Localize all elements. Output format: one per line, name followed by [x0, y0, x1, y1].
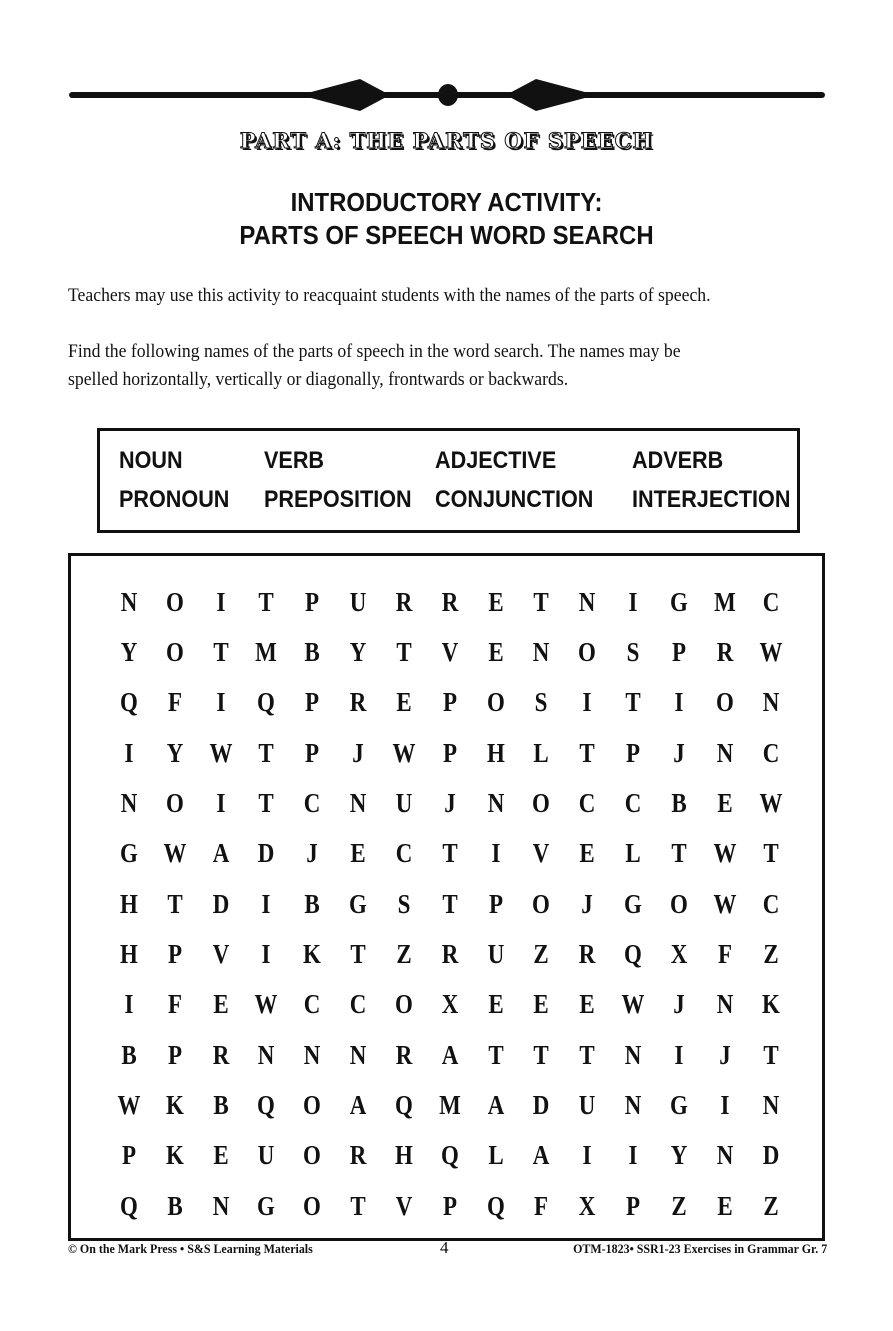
- grid-cell[interactable]: B: [167, 1191, 183, 1221]
- grid-cell[interactable]: K: [166, 1140, 184, 1170]
- grid-cell[interactable]: N: [349, 1040, 367, 1070]
- grid-cell[interactable]: O: [166, 788, 184, 818]
- grid-cell[interactable]: T: [167, 889, 183, 919]
- directions: [68, 338, 775, 394]
- grid-cell[interactable]: K: [762, 989, 780, 1019]
- grid-cell[interactable]: I: [216, 687, 226, 717]
- grid-cell[interactable]: B: [671, 788, 687, 818]
- grid-cell[interactable]: E: [350, 838, 366, 868]
- grid-cell[interactable]: X: [578, 1191, 596, 1221]
- grid-cell[interactable]: T: [579, 1040, 595, 1070]
- grid-cell[interactable]: N: [120, 587, 138, 617]
- grid-cell[interactable]: W: [621, 989, 645, 1019]
- grid-cell[interactable]: T: [763, 1040, 779, 1070]
- grid-cell[interactable]: Q: [624, 939, 642, 969]
- grid-cell[interactable]: V: [212, 939, 230, 969]
- grid-cell[interactable]: S: [397, 889, 411, 919]
- grid-cell[interactable]: G: [349, 889, 367, 919]
- grid-cell[interactable]: N: [716, 738, 734, 768]
- grid-cell[interactable]: E: [579, 989, 595, 1019]
- grid-cell[interactable]: P: [304, 587, 320, 617]
- grid-cell[interactable]: D: [212, 889, 230, 919]
- grid-cell[interactable]: O: [578, 637, 596, 667]
- grid-cell[interactable]: N: [120, 788, 138, 818]
- grid-cell[interactable]: I: [261, 939, 271, 969]
- grid-cell[interactable]: Q: [120, 1191, 138, 1221]
- grid-cell[interactable]: R: [395, 1040, 413, 1070]
- grid-cell[interactable]: O: [487, 687, 505, 717]
- grid-cell[interactable]: I: [582, 687, 592, 717]
- grid-cell[interactable]: N: [716, 1140, 734, 1170]
- word-adjective: ADJECTIVE: [435, 447, 557, 474]
- grid-row: [71, 788, 822, 828]
- grid-cell[interactable]: E: [396, 687, 412, 717]
- grid-cell[interactable]: P: [304, 738, 320, 768]
- grid-cell[interactable]: P: [625, 738, 641, 768]
- grid-cell[interactable]: R: [395, 587, 413, 617]
- grid-cell[interactable]: E: [213, 989, 229, 1019]
- grid-cell[interactable]: C: [762, 587, 780, 617]
- grid-cell[interactable]: H: [487, 738, 505, 768]
- section-heading: PART A: THE PARTS OF SPEECH: [239, 128, 654, 153]
- grid-row: [71, 587, 822, 627]
- grid-cell[interactable]: D: [762, 1140, 780, 1170]
- grid-cell[interactable]: N: [212, 1191, 230, 1221]
- grid-cell[interactable]: W: [759, 637, 783, 667]
- grid-cell[interactable]: P: [304, 687, 320, 717]
- grid-cell[interactable]: J: [719, 1040, 731, 1070]
- grid-cell[interactable]: L: [625, 838, 641, 868]
- grid-cell[interactable]: O: [670, 889, 688, 919]
- grid-cell[interactable]: I: [216, 788, 226, 818]
- word-noun: NOUN: [119, 447, 183, 474]
- grid-cell[interactable]: Q: [257, 687, 275, 717]
- grid-cell[interactable]: I: [628, 1140, 638, 1170]
- grid-cell[interactable]: Z: [671, 1191, 687, 1221]
- grid-cell[interactable]: N: [578, 587, 596, 617]
- grid-cell[interactable]: K: [166, 1090, 184, 1120]
- word-verb: VERB: [264, 447, 325, 474]
- grid-cell[interactable]: V: [441, 637, 459, 667]
- grid-cell[interactable]: U: [487, 939, 505, 969]
- grid-cell[interactable]: I: [582, 1140, 592, 1170]
- grid-cell[interactable]: R: [441, 587, 459, 617]
- grid-cell[interactable]: Y: [349, 637, 367, 667]
- grid-cell[interactable]: C: [762, 738, 780, 768]
- grid-cell[interactable]: J: [444, 788, 456, 818]
- grid-cell[interactable]: G: [257, 1191, 275, 1221]
- page-number: 4: [440, 1238, 449, 1257]
- grid-cell[interactable]: N: [624, 1040, 642, 1070]
- grid-cell[interactable]: R: [441, 939, 459, 969]
- grid-cell[interactable]: C: [303, 989, 321, 1019]
- grid-cell[interactable]: B: [304, 637, 320, 667]
- grid-cell[interactable]: A: [441, 1040, 459, 1070]
- grid-cell[interactable]: T: [350, 939, 366, 969]
- grid-cell[interactable]: L: [488, 1140, 504, 1170]
- grid-cell[interactable]: W: [163, 838, 187, 868]
- grid-cell[interactable]: P: [442, 1191, 458, 1221]
- grid-row: [71, 1191, 822, 1231]
- grid-cell[interactable]: Q: [395, 1090, 413, 1120]
- grid-row: [71, 889, 822, 929]
- grid-cell[interactable]: M: [255, 637, 277, 667]
- grid-cell[interactable]: N: [532, 637, 550, 667]
- grid-cell[interactable]: Z: [763, 1191, 779, 1221]
- grid-cell[interactable]: Y: [120, 637, 138, 667]
- grid-cell[interactable]: T: [213, 637, 229, 667]
- grid-cell[interactable]: B: [304, 889, 320, 919]
- grid-cell[interactable]: I: [674, 687, 684, 717]
- grid-cell[interactable]: F: [167, 687, 183, 717]
- grid-cell[interactable]: J: [673, 989, 685, 1019]
- grid-cell[interactable]: T: [579, 738, 595, 768]
- grid-cell[interactable]: P: [121, 1140, 137, 1170]
- grid-cell[interactable]: F: [167, 989, 183, 1019]
- grid-cell[interactable]: N: [762, 1090, 780, 1120]
- grid-cell[interactable]: P: [442, 738, 458, 768]
- grid-row: [71, 738, 822, 778]
- grid-cell[interactable]: O: [166, 637, 184, 667]
- grid-cell[interactable]: W: [117, 1090, 141, 1120]
- grid-cell[interactable]: E: [213, 1140, 229, 1170]
- grid-cell[interactable]: U: [349, 587, 367, 617]
- grid-cell[interactable]: A: [212, 838, 230, 868]
- grid-cell[interactable]: I: [628, 587, 638, 617]
- grid-cell[interactable]: I: [261, 889, 271, 919]
- grid-cell[interactable]: N: [303, 1040, 321, 1070]
- grid-cell[interactable]: F: [717, 939, 733, 969]
- grid-row: [71, 989, 822, 1029]
- footer-product-code: OTM-1823• SSR1-23 Exercises in Grammar Gr. 7: [572, 1241, 827, 1256]
- grid-cell[interactable]: R: [212, 1040, 230, 1070]
- grid-cell[interactable]: A: [532, 1140, 550, 1170]
- grid-cell[interactable]: V: [532, 838, 550, 868]
- grid-cell[interactable]: O: [716, 687, 734, 717]
- grid-cell[interactable]: G: [624, 889, 642, 919]
- grid-row: [71, 939, 822, 979]
- grid-cell[interactable]: X: [441, 989, 459, 1019]
- grid-cell[interactable]: R: [349, 687, 367, 717]
- grid-cell[interactable]: D: [257, 838, 275, 868]
- grid-cell[interactable]: O: [303, 1090, 321, 1120]
- grid-cell[interactable]: B: [121, 1040, 137, 1070]
- word-list-box: [97, 428, 800, 533]
- grid-cell[interactable]: W: [713, 838, 737, 868]
- grid-cell[interactable]: Z: [533, 939, 549, 969]
- grid-cell[interactable]: T: [396, 637, 412, 667]
- grid-cell[interactable]: A: [487, 1090, 505, 1120]
- grid-cell[interactable]: N: [257, 1040, 275, 1070]
- grid-cell[interactable]: P: [671, 637, 687, 667]
- grid-cell[interactable]: N: [762, 687, 780, 717]
- word-conjunction: CONJUNCTION: [435, 486, 594, 513]
- grid-cell[interactable]: P: [167, 939, 183, 969]
- grid-cell[interactable]: C: [624, 788, 642, 818]
- grid-cell[interactable]: W: [209, 738, 233, 768]
- grid-cell[interactable]: J: [581, 889, 593, 919]
- grid-cell[interactable]: H: [120, 939, 138, 969]
- grid-cell[interactable]: I: [124, 989, 134, 1019]
- grid-cell[interactable]: R: [716, 637, 734, 667]
- grid-cell[interactable]: T: [763, 838, 779, 868]
- grid-cell[interactable]: T: [442, 838, 458, 868]
- grid-row: [71, 637, 822, 677]
- grid-cell[interactable]: T: [258, 788, 274, 818]
- grid-cell[interactable]: U: [578, 1090, 596, 1120]
- grid-cell[interactable]: O: [303, 1191, 321, 1221]
- grid-cell[interactable]: Y: [670, 1140, 688, 1170]
- grid-cell[interactable]: N: [487, 788, 505, 818]
- grid-cell[interactable]: G: [120, 838, 138, 868]
- grid-cell[interactable]: T: [625, 687, 641, 717]
- grid-cell[interactable]: E: [488, 637, 504, 667]
- grid-cell[interactable]: P: [442, 687, 458, 717]
- grid-cell[interactable]: S: [534, 687, 548, 717]
- grid-cell[interactable]: O: [303, 1140, 321, 1170]
- grid-cell[interactable]: O: [532, 788, 550, 818]
- grid-cell[interactable]: I: [720, 1090, 730, 1120]
- grid-cell[interactable]: A: [349, 1090, 367, 1120]
- grid-cell[interactable]: E: [717, 1191, 733, 1221]
- grid-cell[interactable]: T: [350, 1191, 366, 1221]
- grid-cell[interactable]: O: [532, 889, 550, 919]
- grid-cell[interactable]: P: [488, 889, 504, 919]
- grid-cell[interactable]: J: [673, 738, 685, 768]
- footer-publisher: © On the Mark Press • S&S Learning Materials: [68, 1241, 313, 1256]
- grid-cell[interactable]: U: [257, 1140, 275, 1170]
- grid-cell[interactable]: Z: [763, 939, 779, 969]
- grid-cell[interactable]: E: [717, 788, 733, 818]
- grid-cell[interactable]: C: [395, 838, 413, 868]
- grid-cell[interactable]: T: [533, 1040, 549, 1070]
- grid-row: [71, 1140, 822, 1180]
- directions-line-1: Find the following names of the parts of speech in the word search. The names may be: [68, 341, 681, 362]
- grid-cell[interactable]: E: [488, 989, 504, 1019]
- grid-cell[interactable]: M: [439, 1090, 461, 1120]
- grid-cell[interactable]: W: [254, 989, 278, 1019]
- grid-cell[interactable]: I: [216, 587, 226, 617]
- title-line-2: PARTS OF SPEECH WORD SEARCH: [239, 220, 654, 250]
- grid-cell[interactable]: C: [349, 989, 367, 1019]
- grid-cell[interactable]: M: [714, 587, 736, 617]
- grid-cell[interactable]: O: [395, 989, 413, 1019]
- page-title: [36, 186, 858, 252]
- grid-row: [71, 1040, 822, 1080]
- grid-cell[interactable]: C: [762, 889, 780, 919]
- directions-line-2: spelled horizontally, vertically or diagonally, frontwards or backwards.: [68, 369, 569, 390]
- grid-cell[interactable]: I: [124, 738, 134, 768]
- grid-cell[interactable]: H: [120, 889, 138, 919]
- grid-row: [71, 687, 822, 727]
- grid-cell[interactable]: P: [167, 1040, 183, 1070]
- grid-cell[interactable]: G: [670, 587, 688, 617]
- word-preposition: PREPOSITION: [264, 486, 412, 513]
- grid-cell[interactable]: E: [488, 587, 504, 617]
- grid-cell[interactable]: Z: [396, 939, 412, 969]
- grid-cell[interactable]: K: [303, 939, 321, 969]
- grid-cell[interactable]: N: [716, 989, 734, 1019]
- grid-cell[interactable]: X: [670, 939, 688, 969]
- grid-cell[interactable]: Q: [257, 1090, 275, 1120]
- grid-cell[interactable]: B: [213, 1090, 229, 1120]
- grid-cell[interactable]: E: [579, 838, 595, 868]
- grid-row: [71, 838, 822, 878]
- grid-cell[interactable]: S: [626, 637, 640, 667]
- grid-cell[interactable]: C: [578, 788, 596, 818]
- grid-row: [71, 1090, 822, 1130]
- grid-cell[interactable]: T: [258, 587, 274, 617]
- grid-cell[interactable]: J: [352, 738, 364, 768]
- grid-cell[interactable]: T: [258, 738, 274, 768]
- grid-cell[interactable]: I: [674, 1040, 684, 1070]
- grid-cell[interactable]: T: [442, 889, 458, 919]
- word-adverb: ADVERB: [632, 447, 724, 474]
- grid-cell[interactable]: P: [625, 1191, 641, 1221]
- grid-cell[interactable]: V: [395, 1191, 413, 1221]
- grid-cell[interactable]: Y: [166, 738, 184, 768]
- grid-cell[interactable]: Q: [487, 1191, 505, 1221]
- grid-cell[interactable]: W: [713, 889, 737, 919]
- grid-cell[interactable]: R: [349, 1140, 367, 1170]
- grid-cell[interactable]: J: [306, 838, 318, 868]
- decorative-divider-ornament: [68, 76, 826, 114]
- grid-cell[interactable]: N: [624, 1090, 642, 1120]
- grid-cell[interactable]: W: [392, 738, 416, 768]
- grid-cell[interactable]: Q: [441, 1140, 459, 1170]
- grid-cell[interactable]: W: [759, 788, 783, 818]
- grid-cell[interactable]: T: [671, 838, 687, 868]
- grid-cell[interactable]: G: [670, 1090, 688, 1120]
- grid-cell[interactable]: U: [395, 788, 413, 818]
- grid-cell[interactable]: T: [488, 1040, 504, 1070]
- grid-cell[interactable]: D: [532, 1090, 550, 1120]
- teacher-note: Teachers may use this activity to reacquaint students with the names of the parts of speech.: [68, 285, 711, 306]
- grid-cell[interactable]: H: [395, 1140, 413, 1170]
- title-line-1: INTRODUCTORY ACTIVITY:: [290, 187, 603, 217]
- grid-cell[interactable]: O: [166, 587, 184, 617]
- grid-cell[interactable]: C: [303, 788, 321, 818]
- grid-cell[interactable]: R: [578, 939, 596, 969]
- word-search-grid: [68, 553, 825, 1241]
- grid-cell[interactable]: N: [349, 788, 367, 818]
- grid-cell[interactable]: T: [533, 587, 549, 617]
- word-interjection: INTERJECTION: [632, 486, 791, 513]
- word-pronoun: PRONOUN: [119, 486, 230, 513]
- grid-cell[interactable]: Q: [120, 687, 138, 717]
- grid-cell[interactable]: F: [533, 1191, 549, 1221]
- grid-cell[interactable]: E: [533, 989, 549, 1019]
- grid-cell[interactable]: L: [533, 738, 549, 768]
- grid-cell[interactable]: I: [491, 838, 501, 868]
